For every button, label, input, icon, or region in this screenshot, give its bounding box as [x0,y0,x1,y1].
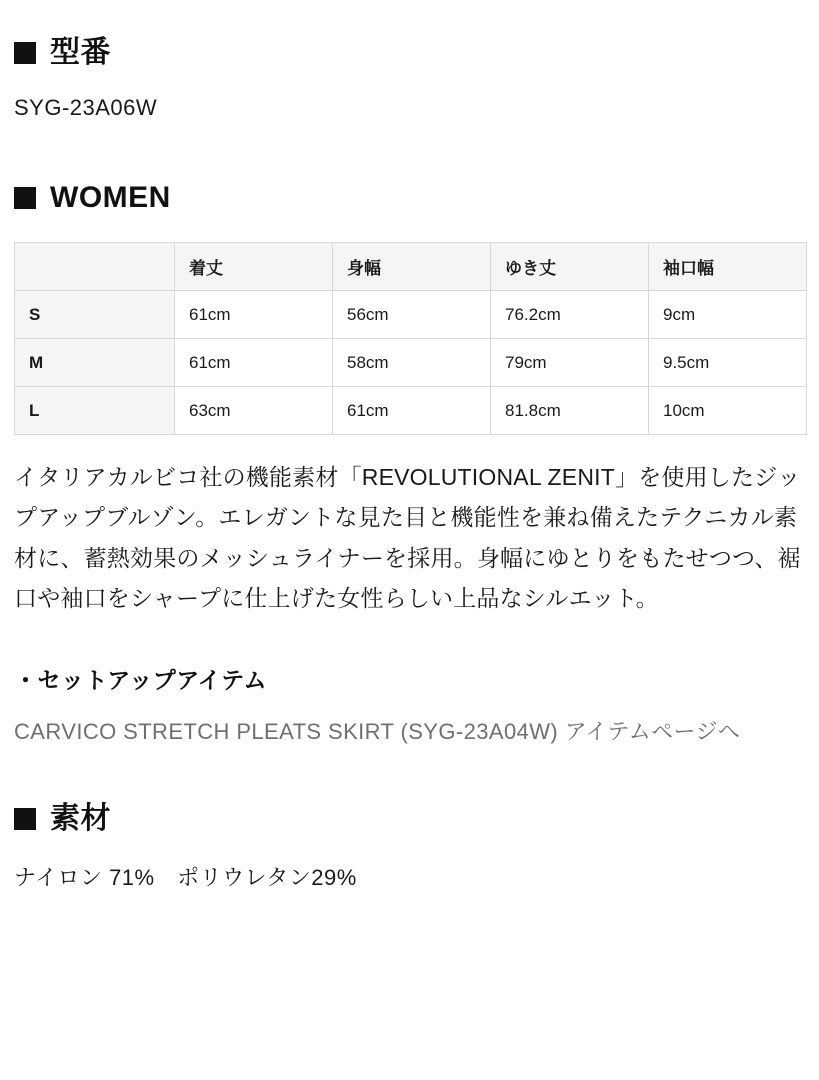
spacer [14,214,805,242]
spacer [14,121,805,181]
table-cell: 56cm [333,291,491,339]
table-cell: 76.2cm [491,291,649,339]
table-cell: 61cm [175,291,333,339]
section-heading-label: 素材 [50,802,111,835]
square-bullet-icon [14,42,36,64]
table-column-header: ゆき丈 [491,243,649,291]
table-corner-cell [15,243,175,291]
square-bullet-icon [14,808,36,830]
setup-item-title: ・セットアップアイテム [14,667,267,693]
table-cell: 81.8cm [491,387,649,435]
section-heading-women [14,181,805,214]
table-row-header-size: L [15,387,175,435]
table-cell: 9.5cm [649,339,807,387]
table-row [15,339,807,387]
model-number-value: SYG-23A06W [14,95,158,120]
table-column-header: 袖口幅 [649,243,807,291]
table-header-row [15,243,807,291]
table-cell: 10cm [649,387,807,435]
product-description: イタリアカルビコ社の機能素材「REVOLUTIONAL ZENIT」を使用したジップアップブルゾン。エレガントな見た目と機能性を兼ね備えたテクニカル素材に、蓄熱効果のメッシュライナーを採用。身幅にゆとりをもたせつつ、裾口や袖口をシャープに仕上げた女性らしい上品なシルエット。 [14,464,801,611]
table-row-header-size: S [15,291,175,339]
table-row [15,291,807,339]
table-row-header-size: M [15,339,175,387]
square-bullet-icon [14,187,36,209]
table-cell: 58cm [333,339,491,387]
section-heading-model-number [14,36,805,69]
table-row [15,387,807,435]
section-heading-label: 型番 [50,36,111,69]
section-heading-label: WOMEN [50,181,171,214]
material-value: ナイロン 71% ポリウレタン29% [14,865,357,890]
table-cell: 61cm [333,387,491,435]
size-chart-table [14,242,807,435]
table-cell: 9cm [649,291,807,339]
table-cell: 63cm [175,387,333,435]
section-heading-material [14,802,805,835]
table-column-header: 身幅 [333,243,491,291]
table-cell: 79cm [491,339,649,387]
table-column-header: 着丈 [175,243,333,291]
table-cell: 61cm [175,339,333,387]
setup-item-link[interactable]: CARVICO STRETCH PLEATS SKIRT (SYG-23A04W) アイテムページへ [14,719,741,744]
